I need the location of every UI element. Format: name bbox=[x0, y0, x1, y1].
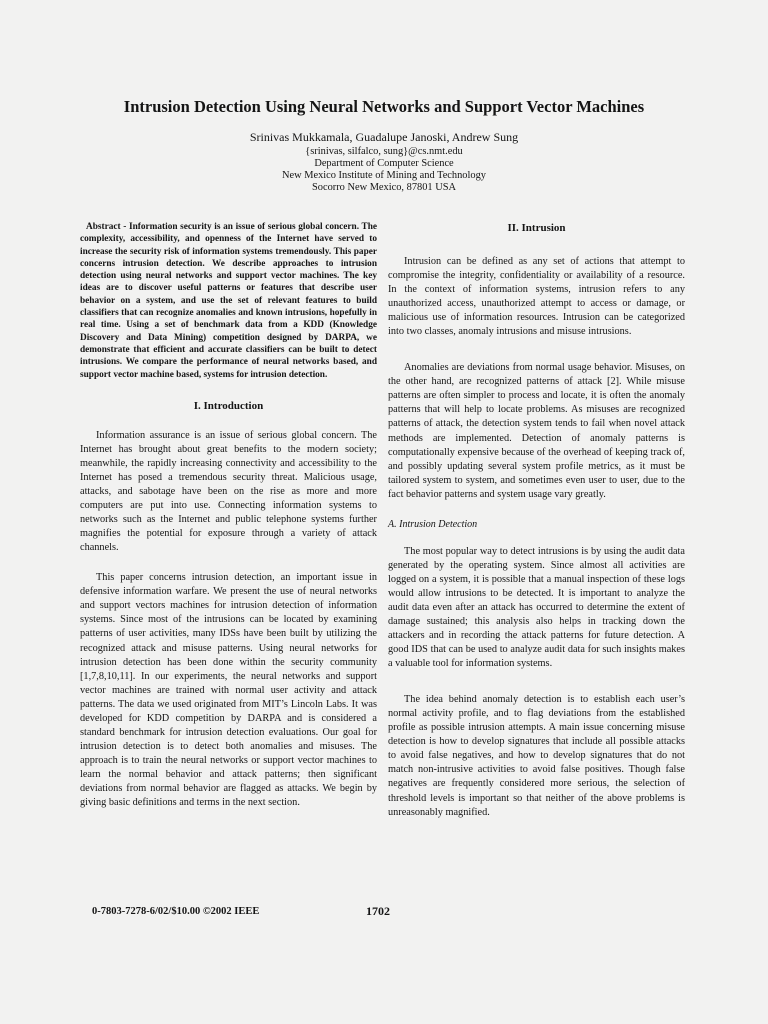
section-heading-intrusion: II. Intrusion bbox=[507, 222, 566, 234]
paper-title: Intrusion Detection Using Neural Networks and Support Vector Machines bbox=[123, 97, 645, 116]
intrusion-paragraph-2: Anomalies are deviations from normal usage behavior. Misuses, on the other hand, are recognized patterns of attack [2]. While misuse patterns are often simpler to process and locate, it is often the anomaly patterns that will help to locate problems. As misuses are recognized patterns of attack, the detection system tends to fail when novel attack methods are implemented. Detection of anomaly patterns is computationally expensive because of the overhead of keeping track of, and possibly updating several system profile metrics, as it must be tailored system to system, and sometimes even user to user, due to the fact behavior patterns and system usage vary greatly. bbox=[388, 362, 685, 500]
institute: New Mexico Institute of Mining and Technology bbox=[282, 170, 486, 181]
intrusion-detection-paragraph-2: The idea behind anomaly detection is to establish each user’s normal activity profile, and to flag deviations from the established profile as possible intrusion attempts. A main issue concerning misuse detection is how to develop signatures that include all possible attacks to avoid false negatives, and how to develop signatures that do not match non-intrusive activities to avoid false positives. Though false negatives are frequently considered more serious, the selection of threshold levels is important so that neither of the above problems is unreasonably magnified. bbox=[388, 694, 685, 818]
author-list: Srinivas Mukkamala, Guadalupe Janoski, Andrew Sung bbox=[249, 130, 519, 144]
abstract bbox=[80, 221, 377, 381]
location: Socorro New Mexico, 87801 USA bbox=[311, 182, 456, 193]
page-number: 1702 bbox=[366, 904, 390, 918]
author-emails: {srinivas, silfalco, sung}@cs.nmt.edu bbox=[305, 146, 463, 157]
affiliation-block bbox=[40, 146, 728, 194]
copyright-identifier: 0-7803-7278-6/02/$10.00 ©2002 IEEE bbox=[92, 906, 260, 917]
section-heading-introduction: I. Introduction bbox=[193, 399, 264, 412]
intrusion-paragraph-1: Intrusion can be defined as any set of actions that attempt to compromise the integrity, confidentiality or availability of a resource. In the context of information systems, intrusion refers to any unauthorized access, unauthorized attempt to access or damage, or malicious use of information resources. Intrusion can be categorized into two classes, anomaly intrusions and misuse intrusions. bbox=[388, 256, 685, 338]
intrusion-detection-paragraph-1: The most popular way to detect intrusions is by using the audit data generated by the operating system. Since almost all activities are logged on a system, it is possible that a manual inspection of these logs would allow intrusions to be detected. It is important to analyze the audit data even after an attack has occurred to determine the extent of damage sustained; this analysis also helps in tracking down the attackers and in recording the attack patterns for future detection. A good IDS that can be used to analyze audit data for such insights makes a valuable tool for information systems. bbox=[388, 545, 685, 670]
department: Department of Computer Science bbox=[314, 158, 454, 169]
right-column bbox=[388, 221, 685, 836]
introduction-paragraph-2: This paper concerns intrusion detection, an important issue in defensive information warfare. We present the use of neural networks and support vectors machines for intrusion detection of information systems. Since most of the intrusions can be located by examining patterns of user activities, many IDSs have been built by utilizing the recognized attack and misuse patterns. Using neural networks for intrusion detection has been done within the security community [1,7,8,10,11]. In our experiments, the neural networks and support vector machines are trained with normal user activity and attack patterns. The data we used originated from MIT’s Lincoln Labs. It was developed for KDD competition by DARPA and is considered a standard benchmark for intrusion detection evaluations. Our goal for intrusion detection is to detect both anomalies and misuses. The approach is to train the neural networks or support vector machines to learn the normal behavior and attack patterns; then significant deviations from normal behavior are flagged as attacks. We begin by giving basic definitions and terms in the next section. bbox=[80, 572, 377, 809]
subsection-heading-intrusion-detection: A. Intrusion Detection bbox=[388, 518, 478, 530]
abstract-text: Abstract - Information security is an issue of serious global concern. The complexity, accessibility, and openness of the Internet have served to increase the security risk of information systems tremendously. This paper concerns intrusion detection. We describe approaches to intrusion detection using neural networks and support vector machines. The key ideas are to discover useful patterns or features that describe user behavior on a system, and use the set of relevant features to build classifiers that can recognize anomalies and known intrusions, hopefully in real time. Using a set of benchmark data from a KDD (Knowledge Discovery and Data Mining) competition designed by DARPA, we demonstrate that efficient and accurate classifiers can be built to detect intrusions. We compare the performance of neural networks based, and support vector machine based, systems for intrusion detection. bbox=[80, 222, 377, 380]
left-column bbox=[80, 221, 377, 826]
introduction-paragraph-1: Information assurance is an issue of serious global concern. The Internet has brought about great benefits to the modern society; meanwhile, the rapidly increasing connectivity and accessibility to the Internet has posed a tremendous security threat. Malicious usage, attacks, and sabotage have been on the rise as more and more computers are put into use. Connecting information systems to networks such as the Internet and public telephone systems further magnifies the potential for exposure through a variety of attack channels. bbox=[80, 429, 377, 554]
